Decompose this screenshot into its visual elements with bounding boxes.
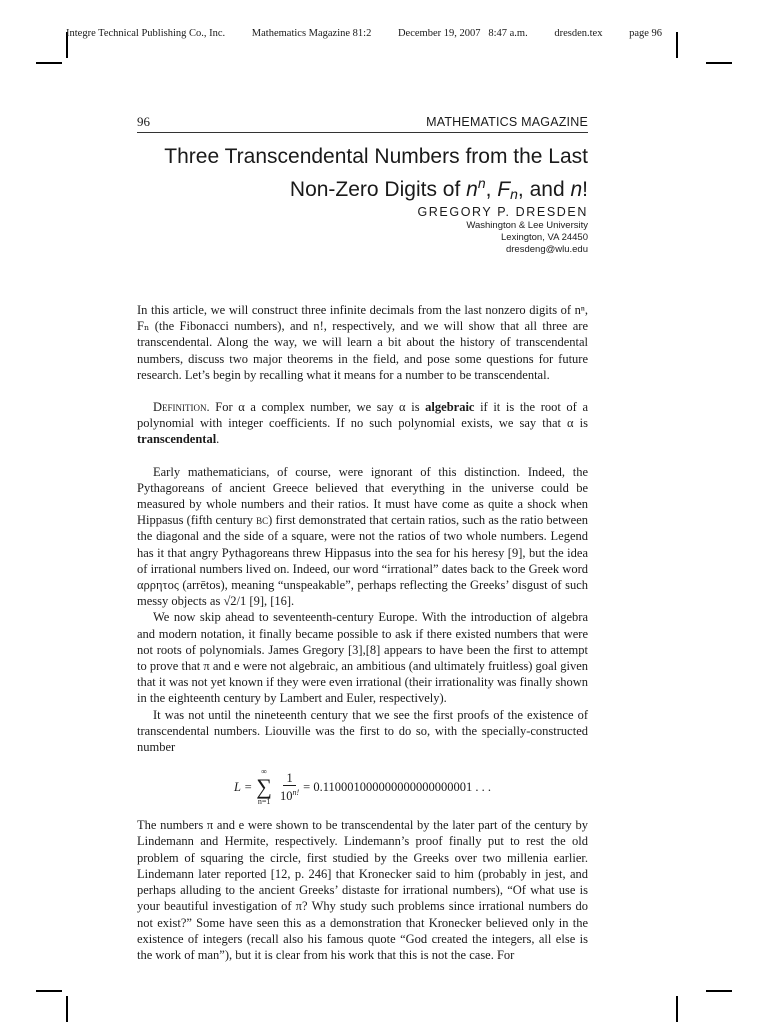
definition-label: Definition. bbox=[153, 400, 210, 415]
fraction bbox=[280, 771, 299, 803]
magazine-name: MATHEMATICS MAGAZINE bbox=[426, 115, 588, 129]
title-line-1: Three Transcendental Numbers from the Last bbox=[164, 145, 588, 168]
author-block bbox=[137, 204, 588, 256]
title-math-n: n bbox=[570, 178, 583, 201]
author-name: GREGORY P. DRESDEN bbox=[417, 205, 588, 219]
article-title bbox=[137, 143, 588, 208]
slug-page: page 96 bbox=[629, 28, 663, 39]
title-line-2: Non-Zero Digits of bbox=[289, 178, 467, 201]
crop-mark bbox=[706, 62, 732, 64]
denominator-base: 10 bbox=[279, 789, 293, 804]
era-bc: bc bbox=[256, 513, 269, 528]
intro-paragraph: In this article, we will construct three infinite decimals from the last nonzero digits of nⁿ, Fₙ (the Fibonacci numbers), and n!, respectively, and we will show that all three are transcendental. Along the way, we will learn a bit about the history of transcendental numbers, discuss two major theorems in the field, and pose some questions for future research. Let’s begin by recalling what it means for a number to be transcendental. bbox=[137, 303, 588, 382]
crop-mark bbox=[66, 996, 68, 1022]
equation-rhs: = 0.110001000000000000000001 . . . bbox=[303, 780, 491, 795]
page-number: 96 bbox=[137, 114, 150, 129]
gregory-paragraph: We now skip ahead to seventeenth-century Europe. With the introduction of algebra and modern notation, it finally became possible to ask if there existed numbers that were not roots of polynomials. James Gregory [3],[8] appears to have been the first to attempt to prove that π and e were not algebraic, an ambitious (and ultimately fruitless) goal given that it was not yet known if they were even irrational (their irrationality was finally shown in the eighteenth century by Lambert and Euler, respectively). bbox=[137, 610, 588, 706]
definition-text: if it is the root of a polynomial with integer coefficients. If no such polynomial exists, we say that α is bbox=[137, 400, 589, 431]
slug-journal: Mathematics Magazine 81:2 bbox=[251, 28, 372, 39]
title-separator: , and bbox=[517, 178, 571, 201]
definition-paragraph bbox=[137, 399, 588, 448]
title-math-exp: n bbox=[477, 175, 486, 191]
author-address: Lexington, VA 24450 bbox=[501, 232, 588, 243]
article-body bbox=[137, 302, 588, 963]
crop-mark bbox=[676, 996, 678, 1022]
equation-lhs: L = bbox=[234, 780, 253, 795]
sum-sign: ∑ bbox=[256, 774, 272, 800]
term-transcendental: transcendental bbox=[137, 432, 217, 447]
liouville-equation bbox=[137, 767, 588, 807]
liouville-paragraph: It was not until the nineteenth century that we see the first proofs of the existence of transcendental numbers. Liouville was the first to do so, with the specially-constructed number bbox=[137, 707, 588, 755]
sum-lower-limit: n=1 bbox=[257, 797, 271, 807]
title-math-n: n bbox=[466, 178, 478, 201]
paragraph-text: Early mathematicians, of course, were ignorant of this distinction. Indeed, the Pythagoreans of ancient Greece believed that everything in the universe could be measured by whole numbers and their ratios. It must have come as quite a shock when Hippasus (fifth century bbox=[137, 464, 588, 528]
term-algebraic: algebraic bbox=[425, 400, 475, 415]
lindemann-paragraph: The numbers π and e were shown to be transcendental by the later part of the century by Lindemann and Hermite, respectively. Lindemann’s proof finally put to rest the old problem of squaring the circle, first studied by the Greeks over two millenia earlier. Lindemann later reported [12, p. 246] that Kronecker said to him (probably in jest, and perhaps alluding to the ancient Greeks’ distaste for irrational numbers), “Of what use is your beautiful investigation of π? Why study such problems since irrational numbers do not exist?” Some have seen this as a demonstration that Kronecker believed only in the existence of integers (recall also his famous quote “God created the integers, all else is the work of man”), but it is clear from his work that this is not the case. For bbox=[137, 818, 588, 962]
sum-upper-limit: ∞ bbox=[261, 767, 267, 777]
running-header bbox=[137, 114, 588, 133]
slug-file: dresden.tex bbox=[554, 28, 603, 39]
crop-mark bbox=[36, 990, 62, 992]
printer-slug bbox=[66, 28, 663, 39]
definition-text: . bbox=[216, 432, 220, 447]
denominator bbox=[280, 786, 299, 803]
title-factorial: ! bbox=[582, 178, 588, 201]
denominator-exponent: n! bbox=[292, 788, 300, 798]
crop-mark bbox=[676, 32, 678, 58]
definition-text: For α a complex number, we say α is bbox=[215, 400, 426, 415]
history-paragraph bbox=[137, 464, 588, 610]
crop-mark bbox=[36, 62, 62, 64]
title-separator: , bbox=[485, 178, 498, 201]
crop-mark bbox=[706, 990, 732, 992]
paragraph-text: ) first demonstrated that certain ratios, such as the ratio between the diagonal and the side of a square, were not the ratios of two whole numbers. Legend has it that angry Pythagoreans threw Hippasus into the sea for his heresy [9], but the idea of irrational numbers lived on. Indeed, our word “irrational” dates back to the Greek word αρρητος (arrētos), meaning “unspeakable”, perhaps reflecting the Greeks’ disgust of such messy objects as √2/1 [9], [16]. bbox=[137, 513, 588, 609]
numerator: 1 bbox=[283, 771, 295, 786]
slug-publisher: Integre Technical Publishing Co., Inc. bbox=[66, 28, 226, 39]
author-email: dresdeng@wlu.edu bbox=[505, 244, 588, 255]
author-affiliation: Washington & Lee University bbox=[466, 220, 588, 231]
slug-datetime: December 19, 2007 8:47 a.m. bbox=[397, 28, 528, 39]
title-math-F: F bbox=[497, 178, 511, 201]
title-math-sub: n bbox=[510, 186, 518, 202]
summation bbox=[256, 767, 272, 807]
